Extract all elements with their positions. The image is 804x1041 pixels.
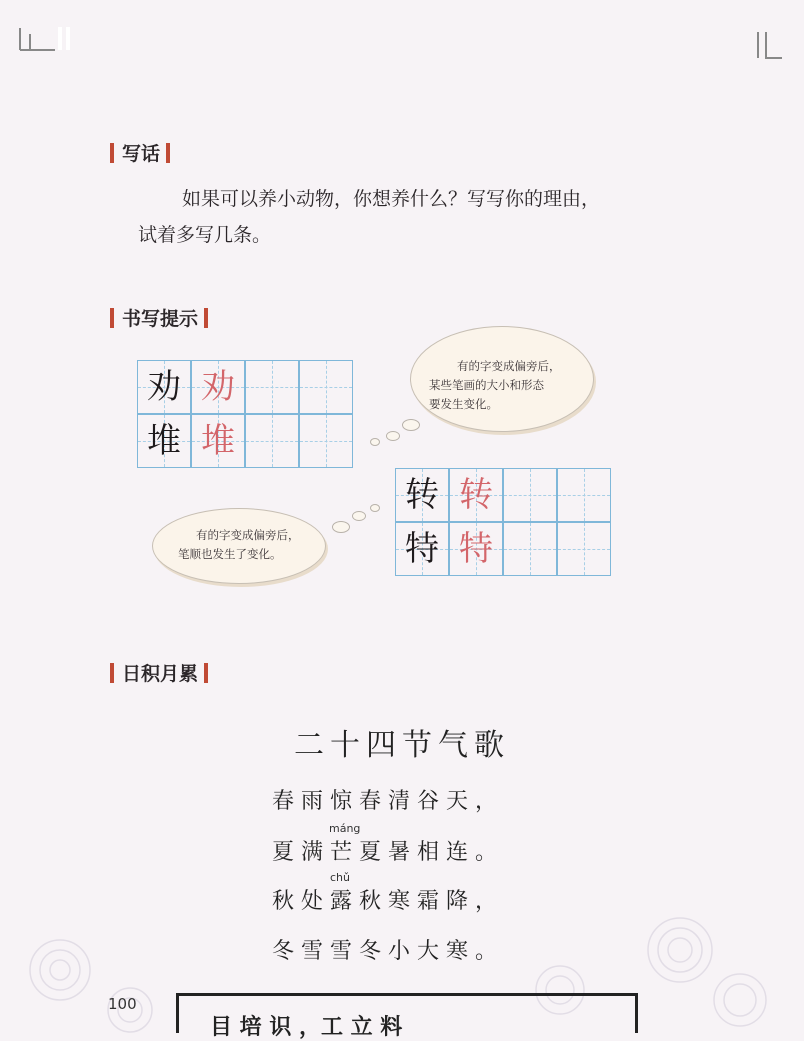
trace-character: 堆 xyxy=(201,421,235,461)
trace-character: 特 xyxy=(459,529,493,569)
grid-cell xyxy=(395,468,449,522)
poem-line: 春雨惊春清谷天， xyxy=(272,789,505,814)
grid-cell xyxy=(137,360,191,414)
grid-cell xyxy=(395,522,449,576)
grid-cell xyxy=(557,522,611,576)
thought-bubble-2-text: 有的字变成偏旁后， 笔顺也发生了变化。 xyxy=(178,528,300,561)
poem-title: 二十四节气歌 xyxy=(294,728,510,763)
writing-prompt-line-2: 试着多写几条。 xyxy=(138,224,272,246)
grid-cell xyxy=(449,468,503,522)
grid-cell xyxy=(191,414,245,468)
thought-dot xyxy=(402,419,420,431)
trace-character: 转 xyxy=(459,475,493,515)
page-number: 100 xyxy=(108,995,137,1013)
thought-dot xyxy=(352,511,366,521)
grid-cell xyxy=(503,468,557,522)
model-character: 劝 xyxy=(147,367,181,407)
grid-cell xyxy=(449,522,503,576)
poem-line: 秋处露秋寒霜降， xyxy=(272,889,505,914)
grid-cell xyxy=(557,468,611,522)
thought-dot xyxy=(370,504,380,512)
writing-prompt-line-1: 如果可以养小动物，你想养什么？写写你的理由， xyxy=(182,188,601,210)
grid-cell xyxy=(245,360,299,414)
model-character: 转 xyxy=(405,475,439,515)
thought-dot xyxy=(370,438,380,446)
pinyin-annotation: máng xyxy=(329,822,361,835)
crop-mark-top-left xyxy=(10,22,80,62)
section-header-rijiyuelei: 日积月累 xyxy=(102,659,216,686)
grid-cell xyxy=(191,360,245,414)
writing-grid-2 xyxy=(395,468,611,576)
grid-cell xyxy=(299,360,353,414)
poem-line: 冬雪雪冬小大寒。 xyxy=(272,939,505,964)
thought-dot xyxy=(386,431,400,441)
crop-mark-top-right xyxy=(740,28,790,68)
thought-bubble-1-text: 有的字变成偏旁后， 某些笔画的大小和形态 要发生变化。 xyxy=(429,359,561,411)
grid-cell xyxy=(299,414,353,468)
footer-partial-text: 目 培 识 ，工 立 料 xyxy=(210,1014,403,1040)
grid-cell xyxy=(503,522,557,576)
grid-cell xyxy=(245,414,299,468)
poem-line: 夏满芒夏暑相连。 xyxy=(272,840,505,865)
pinyin-annotation: chǔ xyxy=(330,871,350,884)
trace-character: 劝 xyxy=(201,367,235,407)
section-header-shuxie: 书写提示 xyxy=(102,304,216,331)
thought-dot xyxy=(332,521,350,533)
grid-cell xyxy=(137,414,191,468)
model-character: 堆 xyxy=(147,421,181,461)
writing-grid-1 xyxy=(137,360,353,468)
model-character: 特 xyxy=(405,529,439,569)
section-header-xiehua: 写话 xyxy=(102,139,178,166)
